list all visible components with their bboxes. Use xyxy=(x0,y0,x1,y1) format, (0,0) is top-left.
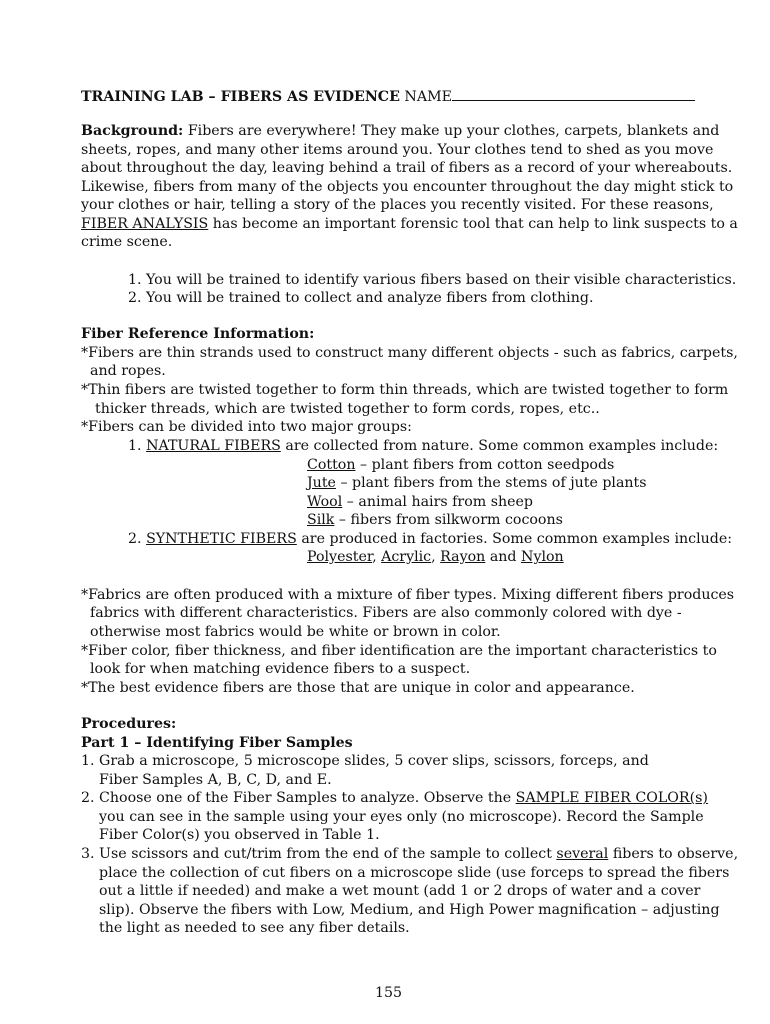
ref-p1-line-1: *Fibers are thin strands used to construct many different objects - such as fabrics, carpets, xyxy=(81,345,738,361)
goal-1: 1. You will be trained to identify various fibers based on their visible characteristics. xyxy=(128,272,737,288)
ref-p6: *The best evidence fibers are those that are unique in color and appearance. xyxy=(81,680,635,696)
name-label: NAME xyxy=(404,89,452,105)
step2-line-2: you can see in the sample using your eyes only (no microscope). Record the Sample xyxy=(99,809,704,825)
step2-line-3: Fiber Color(s) you observed in Table 1. xyxy=(99,827,380,843)
step3-line-3: out a little if needed) and make a wet mount (add 1 or 2 drops of water and a cover xyxy=(99,883,701,899)
step3-line-4: slip). Observe the fibers with Low, Medium, and High Power magnification – adjusting xyxy=(99,902,720,918)
background-line-6: FIBER ANALYSIS has become an important forensic tool that can help to link suspects to a xyxy=(81,216,738,232)
lab-title-line xyxy=(81,85,695,106)
step3-line-1: 3. Use scissors and cut/trim from the end of the sample to collect several fibers to observe, xyxy=(81,846,739,862)
step1-line-1: 1. Grab a microscope, 5 microscope slides, 5 cover slips, scissors, forceps, and xyxy=(81,753,649,769)
step2-line-1: 2. Choose one of the Fiber Samples to analyze. Observe the SAMPLE FIBER COLOR(s) xyxy=(81,790,708,806)
background-line-5: your clothes or hair, telling a story of the places you recently visited. For these reasons, xyxy=(81,197,714,213)
natural-fibers-term: NATURAL FIBERS xyxy=(146,438,281,454)
ref-p3: *Fibers can be divided into two major groups: xyxy=(81,419,412,435)
ref-p2-line-2: thicker threads, which are twisted together to form cords, ropes, etc.. xyxy=(95,401,600,417)
lab-title: TRAINING LAB – FIBERS AS EVIDENCE xyxy=(81,89,400,105)
synthetic-fibers-line: 2. SYNTHETIC FIBERS are produced in factories. Some common examples include: xyxy=(128,531,733,547)
reference-heading: Fiber Reference Information: xyxy=(81,326,315,342)
step3-line-2: place the collection of cut fibers on a microscope slide (use forceps to spread the fibers xyxy=(99,865,730,881)
sample-fiber-color-term: SAMPLE FIBER COLOR(s) xyxy=(515,790,708,806)
natural-example-silk: Silk – fibers from silkworm cocoons xyxy=(307,512,563,528)
ref-p4-line-1: *Fabrics are often produced with a mixture of fiber types. Mixing different fibers produces xyxy=(81,587,735,603)
background-line-7: crime scene. xyxy=(81,234,173,250)
synthetic-fibers-term: SYNTHETIC FIBERS xyxy=(146,531,297,547)
part1-heading: Part 1 – Identifying Fiber Samples xyxy=(81,735,353,751)
name-field[interactable] xyxy=(452,85,695,101)
ref-p4-line-2: fabrics with different characteristics. Fibers are also commonly colored with dye - xyxy=(90,605,682,621)
ref-p2-line-1: *Thin fibers are twisted together to form thin threads, which are twisted together to form xyxy=(81,382,729,398)
synthetic-examples: Polyester, Acrylic, Rayon and Nylon xyxy=(307,549,564,565)
ref-p5-line-1: *Fiber color, fiber thickness, and fiber identification are the important characteristics to xyxy=(81,643,717,659)
background-label: Background: xyxy=(81,123,184,139)
natural-example-jute: Jute – plant fibers from the stems of jute plants xyxy=(307,475,647,491)
background-line-4: Likewise, fibers from many of the objects you encounter throughout the day might stick to xyxy=(81,179,734,195)
step1-line-2: Fiber Samples A, B, C, D, and E. xyxy=(99,772,332,788)
background-line-1: Background: Fibers are everywhere! They make up your clothes, carpets, blankets and xyxy=(81,123,720,139)
step3-line-5: the light as needed to see any fiber details. xyxy=(99,920,410,936)
ref-p4-line-3: otherwise most fabrics would be white or brown in color. xyxy=(90,624,501,640)
ref-p1-line-2: and ropes. xyxy=(90,363,166,379)
natural-fibers-line: 1. NATURAL FIBERS are collected from nature. Some common examples include: xyxy=(128,438,719,454)
procedures-heading: Procedures: xyxy=(81,716,177,732)
fiber-analysis-term: FIBER ANALYSIS xyxy=(81,216,209,232)
several-term: several xyxy=(556,846,609,862)
background-line-2: sheets, ropes, and many other items around you. Your clothes tend to shed as you move xyxy=(81,142,714,158)
background-line-3: about throughout the day, leaving behind a trail of fibers as a record of your whereabouts. xyxy=(81,160,733,176)
page-number: 155 xyxy=(375,985,403,1001)
goal-2: 2. You will be trained to collect and analyze fibers from clothing. xyxy=(128,290,594,306)
natural-example-wool: Wool – animal hairs from sheep xyxy=(307,494,533,510)
ref-p5-line-2: look for when matching evidence fibers to a suspect. xyxy=(90,661,471,677)
natural-example-cotton: Cotton – plant fibers from cotton seedpods xyxy=(307,457,615,473)
